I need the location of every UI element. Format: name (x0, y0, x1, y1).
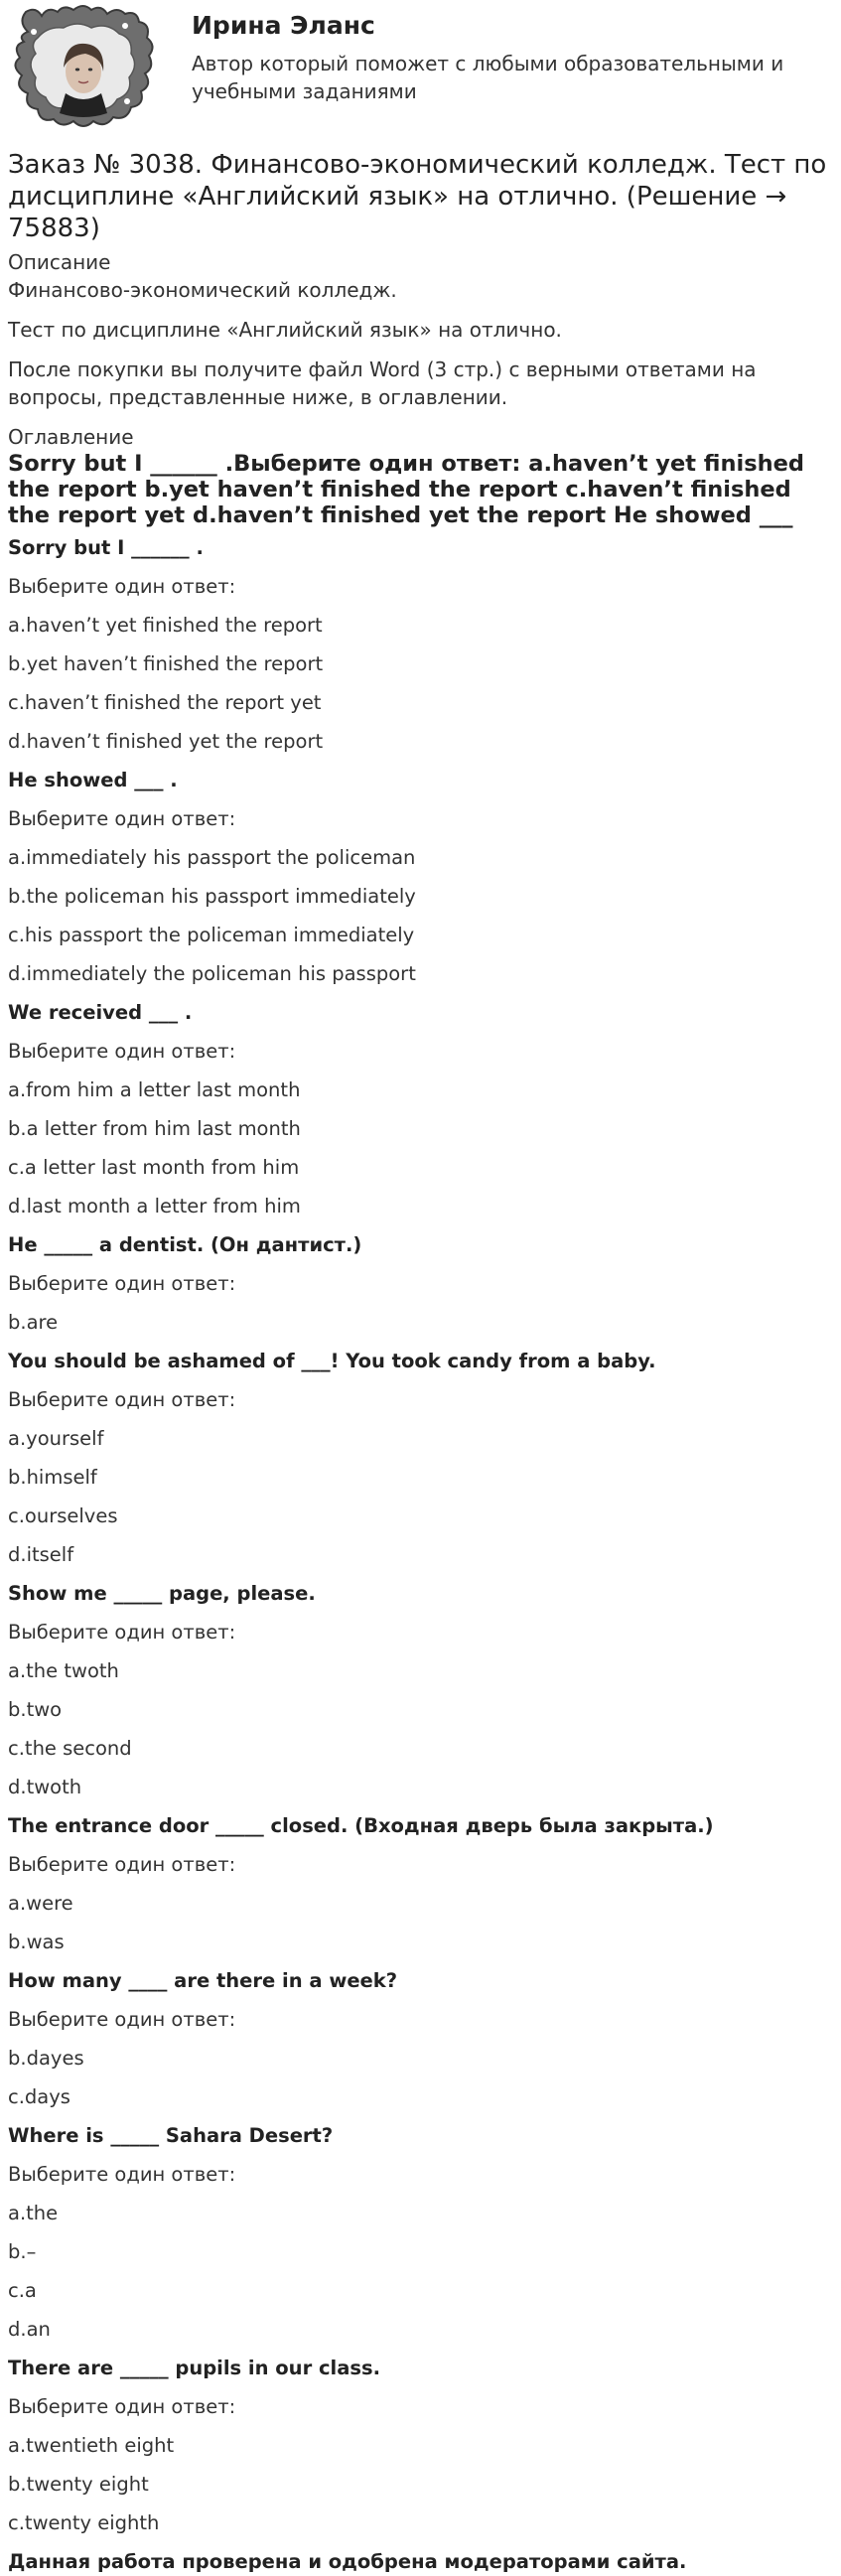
choose-label: Выберите один ответ: (8, 575, 236, 598)
description-paragraph: Финансово-экономический колледж. (8, 278, 397, 302)
answer-option: a.from him a letter last month (8, 1078, 301, 1101)
answer-option: a.yourself (8, 1427, 104, 1450)
answer-option: d.immediately the policeman his passport (8, 962, 416, 985)
toc-label: Оглавление (8, 425, 134, 449)
question-text: Sorry but I ______ . (8, 536, 204, 559)
order-title: Заказ № 3038. Финансово-экономический колледж. Тест по дисциплине «Английский язык» на отлично. (Решение → 75883) (8, 150, 827, 243)
toc-heading: Sorry but I ______ .Выберите один ответ: a.haven’t yet finished the report b.yet haven’t finished the report c.haven’t finished the report yet d.haven’t finished yet the report He showed ___ (8, 451, 804, 528)
question-text: There are _____ pupils in our class. (8, 2357, 380, 2379)
answer-option: c.haven’t finished the report yet (8, 691, 322, 714)
author-avatar[interactable] (8, 2, 157, 131)
description-label: Описание (8, 250, 111, 274)
answer-option: a.immediately his passport the policeman (8, 846, 416, 869)
answer-option: b.two (8, 1698, 63, 1721)
question-text: The entrance door _____ closed. (Входная дверь была закрыта.) (8, 1814, 714, 1837)
choose-label: Выберите один ответ: (8, 1272, 236, 1295)
description-paragraph: Тест по дисциплине «Английский язык» на отлично. (8, 318, 562, 342)
author-name[interactable]: Ирина Эланс (192, 11, 375, 40)
author-avatar-photo-icon (8, 2, 157, 131)
question-text: Show me _____ page, please. (8, 1582, 316, 1605)
answer-option: b.twenty eight (8, 2473, 149, 2496)
answer-option: d.haven’t finished yet the report (8, 730, 324, 753)
choose-label: Выберите один ответ: (8, 1853, 236, 1876)
answer-option: c.days (8, 2085, 70, 2108)
choose-label: Выберите один ответ: (8, 1040, 236, 1063)
answer-option: d.itself (8, 1543, 74, 1566)
answer-option: a.twentieth eight (8, 2434, 175, 2457)
answer-option: b.yet haven’t finished the report (8, 652, 324, 675)
answer-option: c.ourselves (8, 1504, 118, 1527)
answer-option: c.twenty eighth (8, 2511, 160, 2534)
answer-option: b.dayes (8, 2047, 84, 2070)
description-paragraph: После покупки вы получите файл Word (3 стр.) с верными ответами на вопросы, представленные ниже, в оглавлении. (8, 358, 757, 409)
author-header (8, 0, 833, 139)
answer-option: b.– (8, 2240, 37, 2263)
choose-label: Выберите один ответ: (8, 1388, 236, 1411)
moderation-note: Данная работа проверена и одобрена модераторами сайта. (8, 2550, 687, 2573)
question-text: You should be ashamed of ___! You took candy from a baby. (8, 1350, 656, 1372)
answer-option: b.a letter from him last month (8, 1117, 301, 1140)
question-text: He _____ a dentist. (Он дантист.) (8, 1233, 362, 1256)
question-list (8, 534, 833, 2576)
answer-option: c.a letter last month from him (8, 1156, 300, 1179)
answer-option: d.last month a letter from him (8, 1195, 301, 1217)
choose-label: Выберите один ответ: (8, 2395, 236, 2418)
question-text: He showed ___ . (8, 769, 178, 791)
choose-label: Выберите один ответ: (8, 1621, 236, 1644)
answer-option: c.a (8, 2279, 37, 2302)
answer-option: d.an (8, 2318, 51, 2341)
question-text: We received ___ . (8, 1001, 193, 1024)
question-text: Where is _____ Sahara Desert? (8, 2124, 334, 2147)
answer-option: b.the policeman his passport immediately (8, 885, 416, 908)
answer-option: b.himself (8, 1466, 97, 1489)
answer-option: c.his passport the policeman immediately (8, 924, 415, 946)
author-info (192, 0, 787, 105)
answer-option: a.the twoth (8, 1659, 119, 1682)
answer-option: d.twoth (8, 1776, 82, 1798)
answer-option: c.the second (8, 1737, 132, 1760)
answer-option: a.the (8, 2202, 59, 2224)
question-text: How many ____ are there in a week? (8, 1969, 398, 1992)
answer-option: b.are (8, 1311, 59, 1334)
choose-label: Выберите один ответ: (8, 2163, 236, 2186)
answer-option: a.were (8, 1892, 73, 1915)
author-description: Автор который поможет с любыми образовательными и учебными заданиями (192, 52, 784, 103)
choose-label: Выберите один ответ: (8, 2008, 236, 2031)
answer-option: b.was (8, 1931, 65, 1953)
answer-option: a.haven’t yet finished the report (8, 614, 323, 637)
choose-label: Выберите один ответ: (8, 807, 236, 830)
